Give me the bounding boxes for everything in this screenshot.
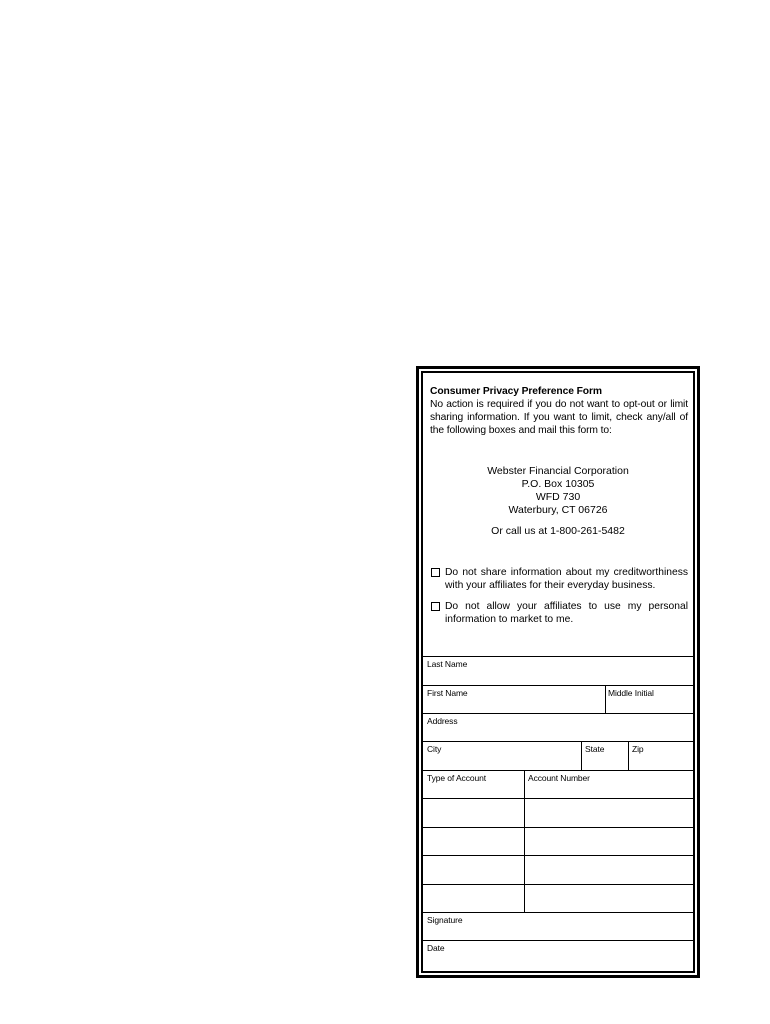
date-label: Date [427,943,445,953]
opt-out-label-1: Do not share information about my creditworthiness with your affiliates for their everyday business. [445,567,688,591]
address-line-1: Webster Financial Corporation [487,465,629,477]
city-label: City [427,744,442,754]
middle-initial-label: Middle Initial [608,688,654,698]
address-label: Address [427,716,458,726]
phone-line: Or call us at 1-800-261-5482 [491,525,625,537]
opt-out-option-affiliate-sharing [430,566,688,592]
state-label: State [585,744,605,754]
opt-out-checkbox-2[interactable] [431,602,440,611]
signature-field[interactable] [423,913,693,940]
address-line-3: WFD 730 [535,491,581,503]
account-number-field[interactable] [525,771,693,912]
signature-label: Signature [427,915,463,925]
address-line-2: P.O. Box 10305 [521,478,595,490]
form-title: Consumer Privacy Preference Form [430,386,602,397]
form-instructions: No action is required if you do not want to opt-out or limit sharing information. If you want to limit, check any/all of the following boxes and mail this form to: [430,399,688,436]
zip-label: Zip [632,744,644,754]
date-field[interactable] [423,941,693,971]
form-intro [430,385,688,437]
opt-out-option-affiliate-marketing [430,600,688,626]
last-name-label: Last Name [427,659,468,669]
first-name-label: First Name [427,688,468,698]
mailing-address [423,465,693,517]
opt-out-checkbox-1[interactable] [431,568,440,577]
city-field[interactable] [423,742,581,770]
address-line-4: Waterbury, CT 06726 [508,504,608,516]
account-number-label: Account Number [528,773,590,783]
address-field[interactable] [423,714,693,741]
type-of-account-label: Type of Account [427,773,486,783]
opt-out-label-2: Do not allow your affiliates to use my personal information to market to me. [445,601,688,625]
type-of-account-field[interactable] [423,771,524,912]
